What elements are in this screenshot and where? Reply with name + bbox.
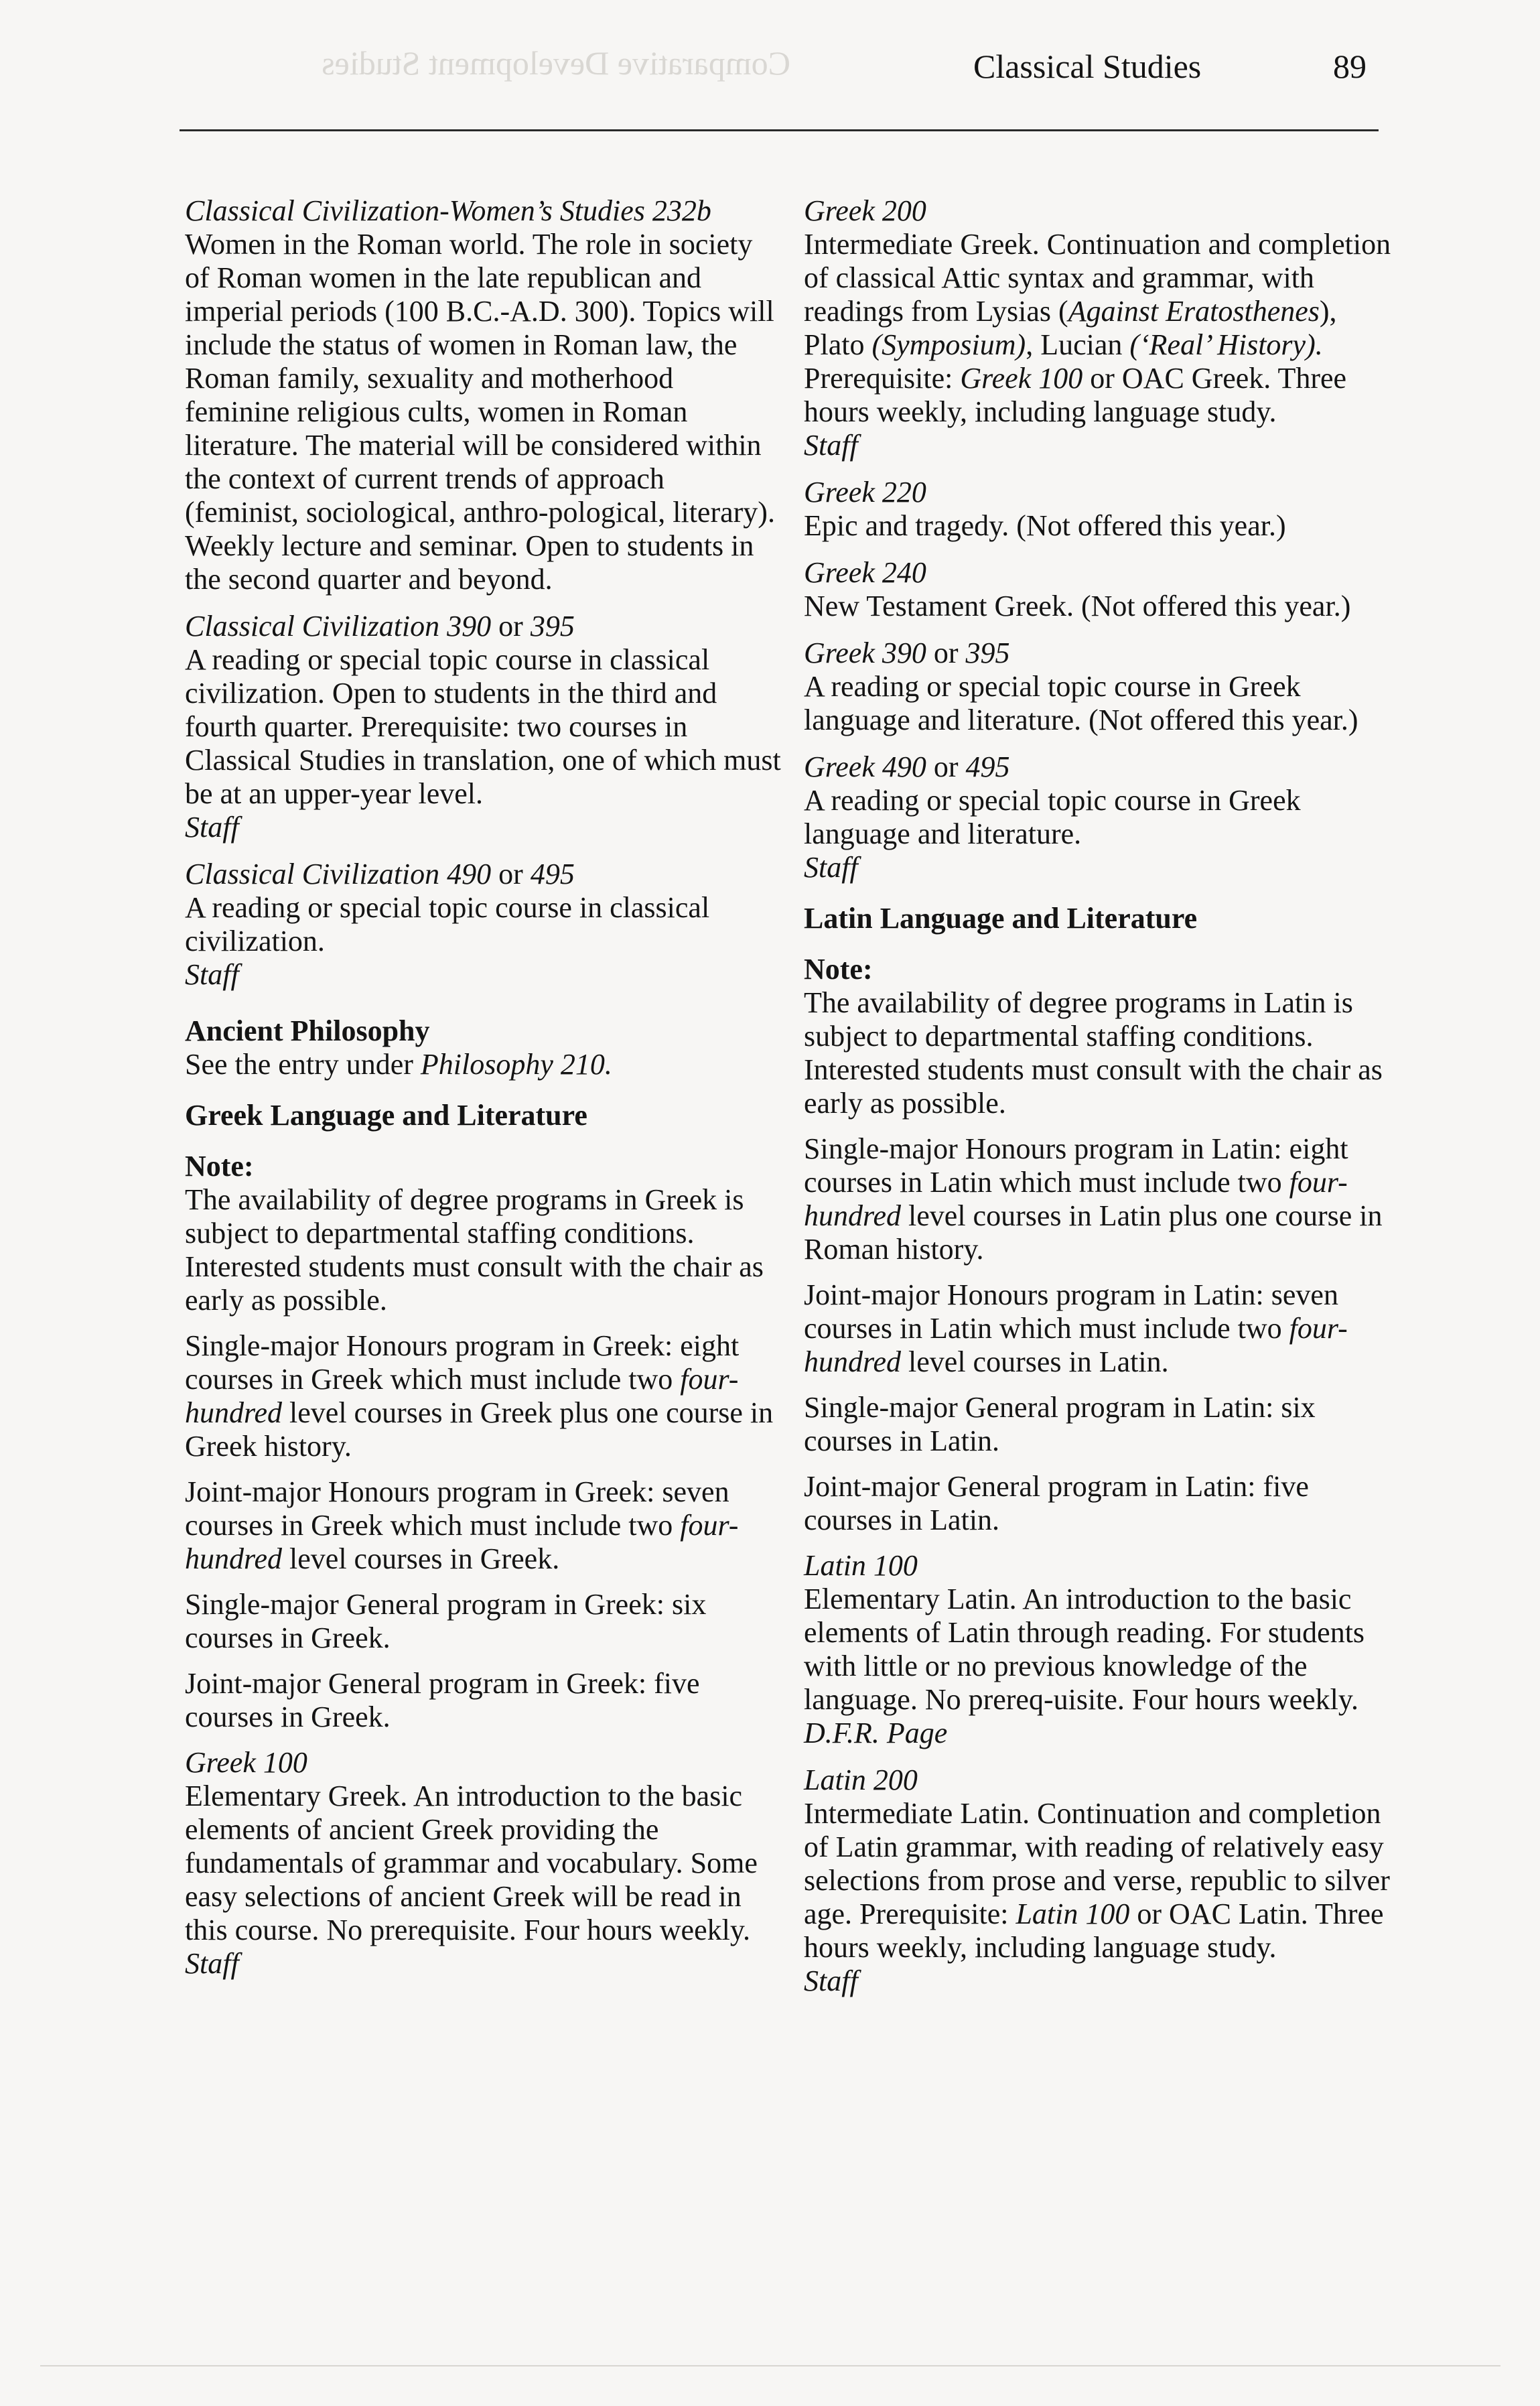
course-entry-latin-200	[804, 1763, 1400, 1998]
course-description	[804, 1797, 1400, 1964]
desc-part: or OAC Latin. Three hours weekly, including language study.	[804, 1897, 1384, 1964]
course-description: Epic and tragedy. (Not offered this year.)	[804, 509, 1286, 542]
cross-reference-link: Philosophy 210.	[420, 1048, 612, 1081]
program-text: Single-major Honours program in Greek: eight courses in Greek which must include two	[185, 1329, 740, 1396]
course-description: Elementary Latin. An introduction to the basic elements of Latin through reading. For students with little or no previous knowledge of the language. No prereq-uisite. Four hours weekly.	[804, 1583, 1365, 1716]
program-emphasis: four-hundred	[804, 1312, 1348, 1378]
course-description: A reading or special topic course in classical civilization. Open to students in the third and fourth quarter. Prerequisite: two courses in Classical Studies in translation, one of which must be at an upper-year level.	[185, 643, 781, 810]
left-column	[185, 194, 781, 1994]
course-code: Greek 490	[804, 750, 926, 783]
program-text-end: level courses in Greek.	[282, 1542, 560, 1575]
program-text-end: level courses in Latin plus one course in Roman history.	[804, 1199, 1383, 1266]
desc-part: Prerequisite:	[804, 362, 961, 395]
course-description: A reading or special topic course in classical civilization.	[185, 891, 710, 957]
scan-edge-line	[40, 2365, 1500, 2366]
desc-part: or OAC Greek. Three hours weekly, including language study.	[804, 362, 1347, 428]
course-code: Classical Civilization 390	[185, 610, 492, 643]
course-title: Greek 200	[804, 194, 926, 227]
section-heading: Ancient Philosophy	[185, 1014, 430, 1047]
cross-reference-text: See the entry under	[185, 1048, 421, 1081]
course-entry-classciv-490	[185, 858, 781, 992]
note-label: Note:	[185, 1150, 254, 1183]
note-label: Note:	[804, 953, 873, 986]
course-entry-latin-100	[804, 1549, 1400, 1750]
desc-part: , Lucian	[1026, 328, 1130, 361]
course-code-alt: 395	[965, 637, 1010, 669]
program-single-honours-greek	[185, 1329, 781, 1463]
running-header: Classical Studies	[973, 48, 1202, 85]
note-body: The availability of degree programs in Greek is subject to departmental staffing conditions. Interested students must consult with the chair as early as possible.	[185, 1183, 764, 1317]
course-instructor: Staff	[804, 1964, 858, 1997]
course-instructor: Staff	[185, 1947, 239, 1980]
course-title: Greek 220	[804, 476, 926, 509]
prereq-course: Greek 100	[960, 362, 1083, 395]
program-text: Joint-major Honours program in Latin: seven courses in Latin which must include two	[804, 1278, 1338, 1345]
course-entry-greek-240	[804, 556, 1400, 623]
program-single-general-greek: Single-major General program in Greek: six courses in Greek.	[185, 1588, 707, 1654]
section-heading-greek: Greek Language and Literature	[185, 1099, 587, 1132]
header-rule	[180, 129, 1379, 131]
course-description: A reading or special topic course in Greek language and literature.	[804, 784, 1301, 850]
program-joint-general-greek: Joint-major General program in Greek: five courses in Greek.	[185, 1667, 700, 1733]
work-title: (‘Real’ History).	[1129, 328, 1323, 361]
program-text-end: level courses in Greek plus one course in Greek history.	[185, 1396, 774, 1463]
course-instructor: Staff	[804, 429, 858, 462]
course-or: or	[926, 637, 966, 669]
program-single-honours-latin	[804, 1132, 1400, 1266]
course-description: Elementary Greek. An introduction to the basic elements of ancient Greek providing the fundamentals of grammar and vocabulary. Some easy selections of ancient Greek will be read in this course. No prerequisite. Four hours weekly.	[185, 1780, 758, 1946]
course-title: Latin 200	[804, 1763, 918, 1796]
course-title: Latin 100	[804, 1549, 918, 1582]
course-entry-greek-390	[804, 637, 1400, 737]
course-entry-greek-490	[804, 750, 1400, 884]
course-entry-classciv-390	[185, 610, 781, 844]
course-or: or	[491, 858, 531, 890]
course-code-alt: 495	[965, 750, 1010, 783]
course-code-alt: 495	[530, 858, 575, 890]
course-title	[185, 610, 781, 643]
program-joint-honours-greek	[185, 1475, 781, 1576]
program-text: Single-major Honours program in Latin: eight courses in Latin which must include two	[804, 1132, 1348, 1199]
course-title: Greek 240	[804, 556, 926, 589]
course-entry-greek-220	[804, 476, 1400, 543]
ancient-philosophy-entry	[185, 1014, 781, 1081]
bleed-through-text: Comparative Development Studies	[322, 44, 790, 82]
course-instructor: Staff	[804, 851, 858, 884]
course-instructor: Staff	[185, 811, 239, 844]
course-title: Classical Civilization-Women’s Studies 232b	[185, 194, 711, 227]
program-joint-honours-latin	[804, 1278, 1400, 1379]
course-or: or	[926, 750, 966, 783]
course-title	[804, 750, 1400, 784]
course-title	[804, 637, 1400, 670]
program-joint-general-latin: Joint-major General program in Latin: five courses in Latin.	[804, 1470, 1309, 1536]
note-body: The availability of degree programs in Latin is subject to departmental staffing conditions. Interested students must consult with the chair as early as possible.	[804, 986, 1383, 1120]
work-title: (Symposium)	[871, 328, 1026, 361]
course-description: Women in the Roman world. The role in society of Roman women in the late republican and imperial periods (100 B.C.-A.D. 300). Topics will include the status of women in Roman law, the Roman family, sexuality and motherhood feminine religious cults, women in Roman literature. The material will be considered within the context of current trends of approach (feminist, sociological, anthro-pological, literary). Weekly lecture and seminar. Open to students in the second quarter and beyond.	[185, 228, 775, 596]
work-title: Against Eratosthenes	[1068, 295, 1320, 328]
right-column	[804, 194, 1400, 2011]
course-entry-greek-100	[185, 1746, 781, 1981]
course-title: Greek 100	[185, 1746, 307, 1779]
page-number: 89	[1333, 48, 1367, 85]
course-entry-greek-200	[804, 194, 1400, 462]
course-description: New Testament Greek. (Not offered this year.)	[804, 590, 1351, 622]
program-single-general-latin: Single-major General program in Latin: six courses in Latin.	[804, 1391, 1316, 1457]
desc-part: Intermediate Latin. Continuation and completion of Latin grammar, with reading of relatively easy selections from prose and verse, republic to silver age. Prerequisite:	[804, 1797, 1390, 1930]
course-instructor: Staff	[185, 958, 239, 991]
course-instructor: D.F.R. Page	[804, 1717, 948, 1749]
desc-part: ), Plato	[804, 295, 1337, 361]
cross-reference	[185, 1048, 781, 1081]
course-title	[185, 858, 781, 891]
program-text-end: level courses in Latin.	[901, 1345, 1169, 1378]
section-heading-latin: Latin Language and Literature	[804, 902, 1198, 935]
course-entry-classciv-232b	[185, 194, 781, 596]
course-code: Greek 390	[804, 637, 926, 669]
program-text: Joint-major Honours program in Greek: seven courses in Greek which must include two	[185, 1475, 729, 1542]
course-description	[804, 228, 1400, 429]
program-emphasis: four-hundred	[804, 1166, 1348, 1232]
prereq-course: Latin 100	[1016, 1897, 1130, 1930]
course-code: Classical Civilization 490	[185, 858, 492, 890]
program-emphasis: four-hundred	[185, 1363, 739, 1429]
course-or: or	[491, 610, 531, 643]
course-code-alt: 395	[530, 610, 575, 643]
course-description: A reading or special topic course in Greek language and literature. (Not offered this year.)	[804, 670, 1358, 736]
desc-part: Intermediate Greek. Continuation and completion of classical Attic syntax and grammar, with readings from Lysias (	[804, 228, 1391, 328]
program-emphasis: four-hundred	[185, 1509, 739, 1575]
